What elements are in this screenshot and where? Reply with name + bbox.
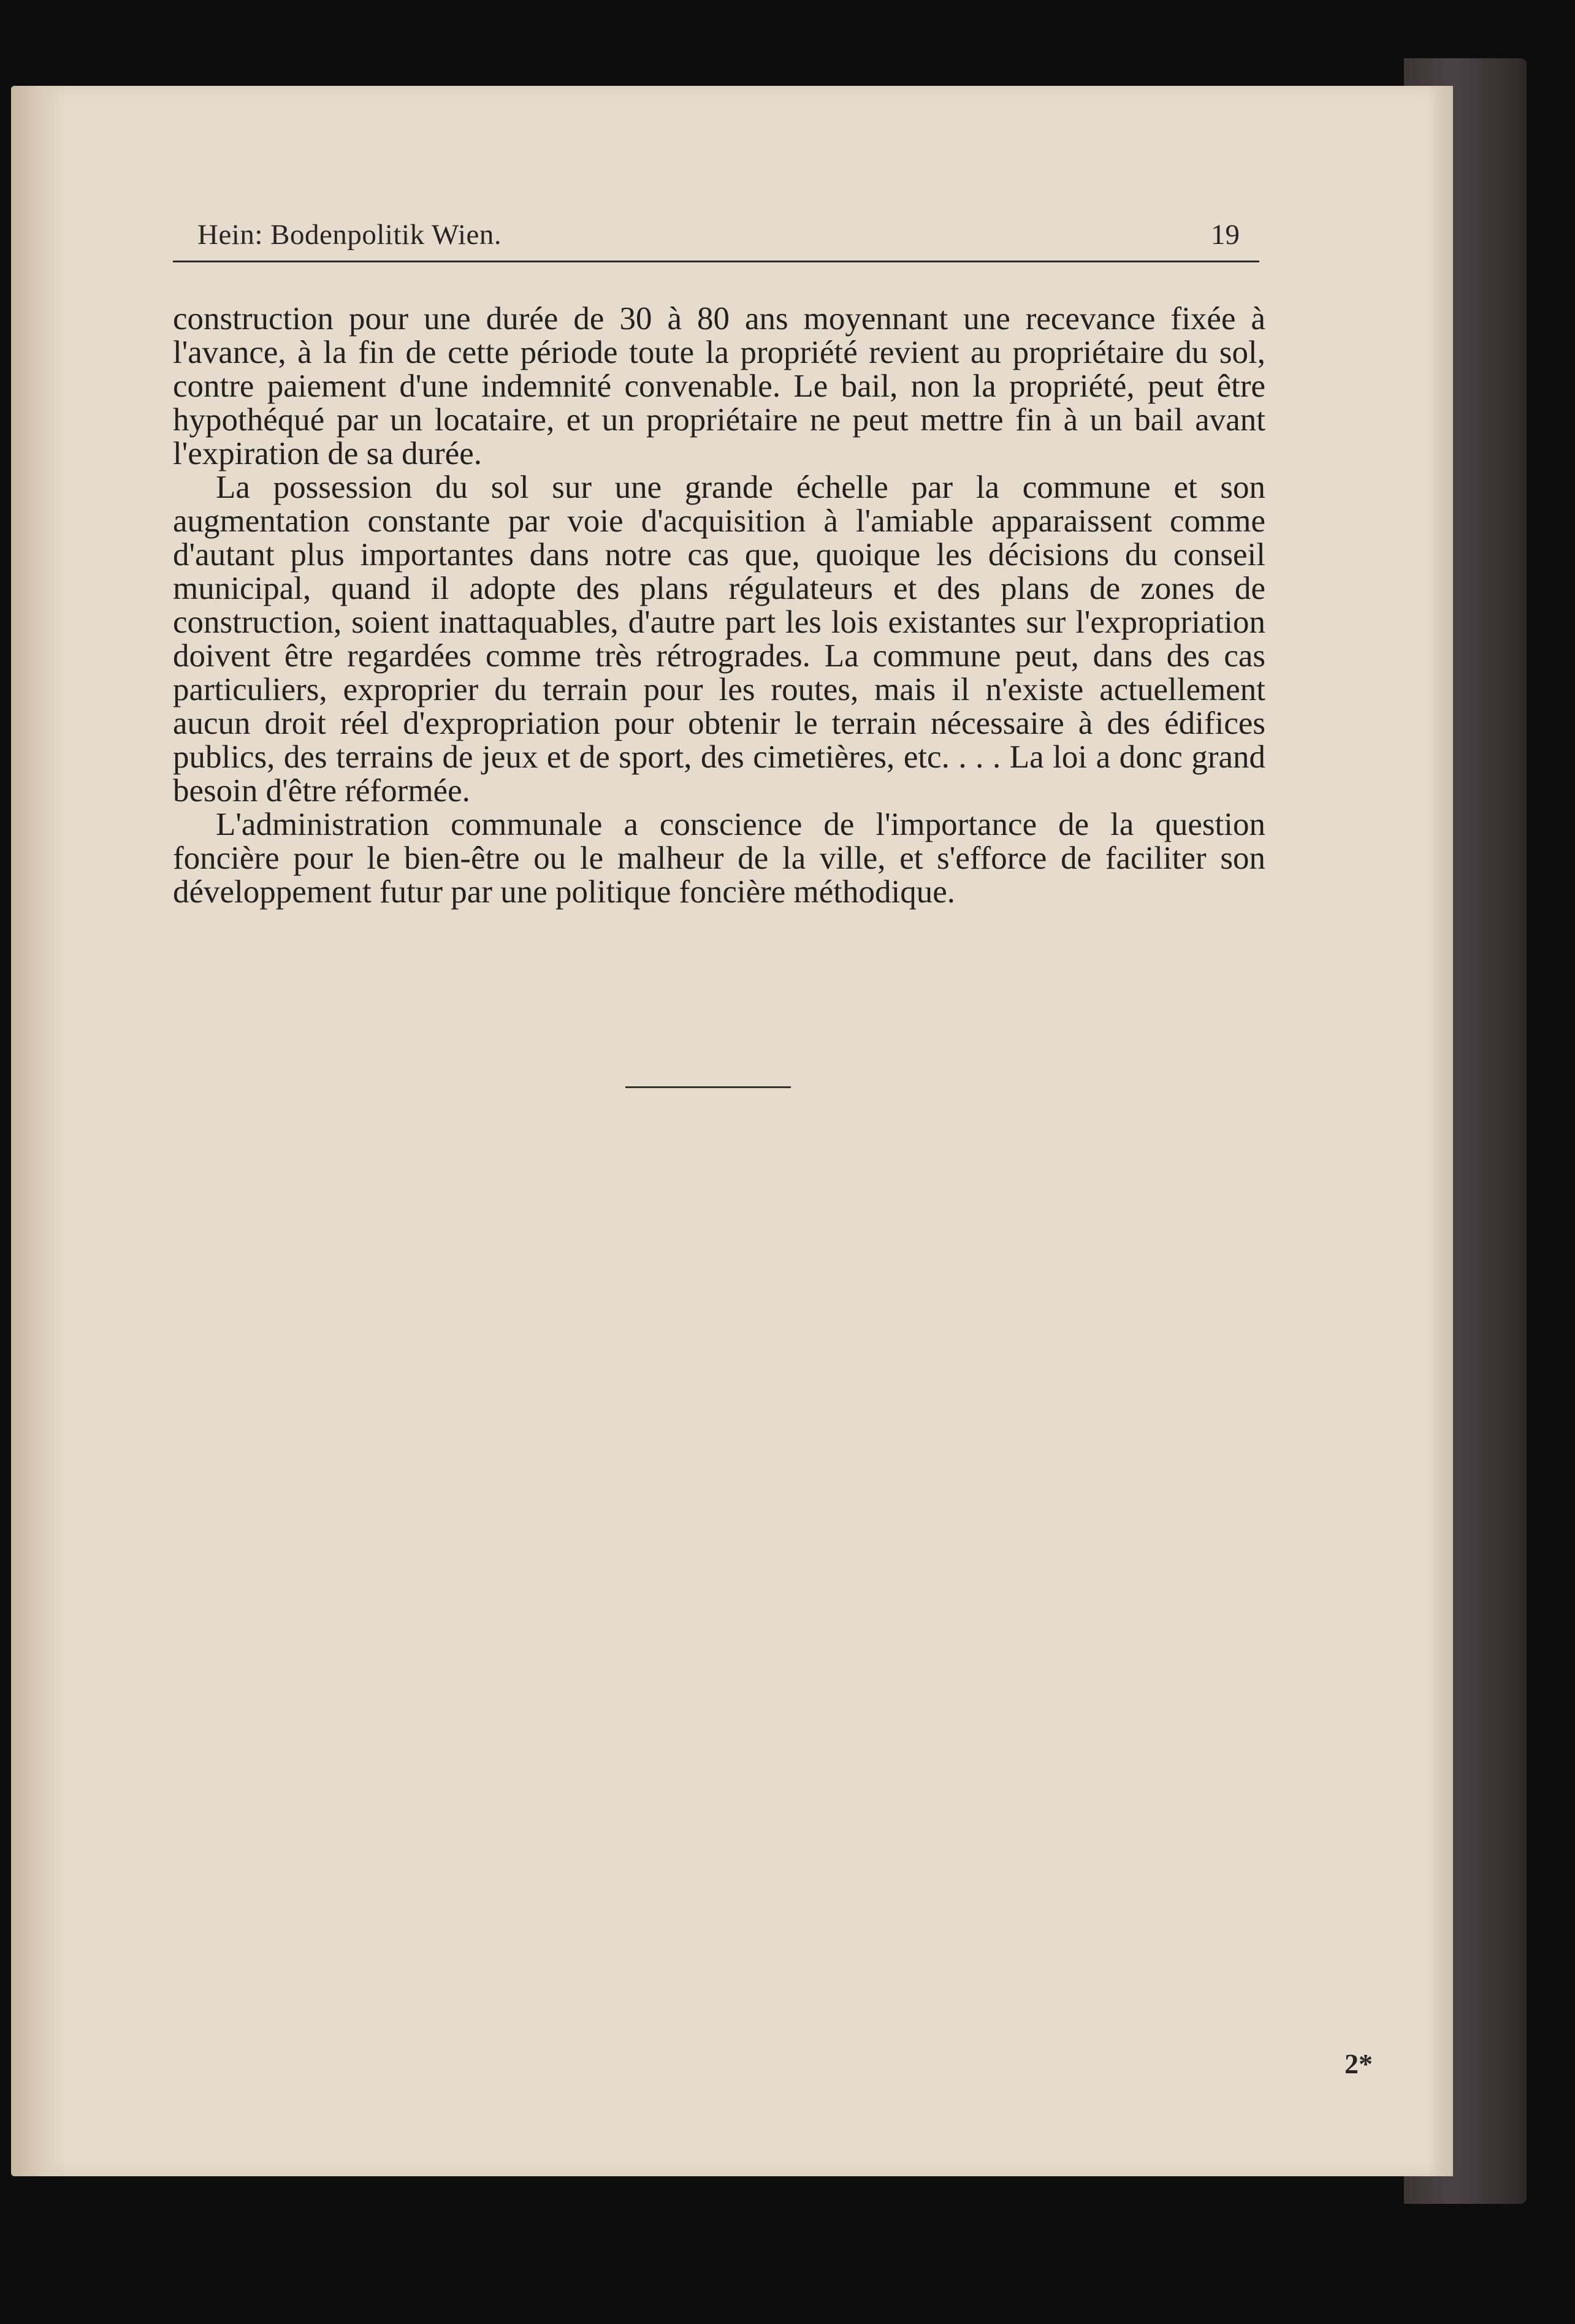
paragraph-land-ownership: La possession du sol sur une grande échelle par la commune et son augmentation constante par voie d'acquisition à l'amiable apparaissent comme d'autant plus importantes dans notre cas que, quoique les décisions du conseil municipal, quand il adopte des plans régulateurs et des plans de zones de construction, soient inattaquables, d'autre part les lois existantes sur l'expropriation doivent être regardées comme très rétrogrades. La commune peut, dans des cas particuliers, exproprier du terrain pour les routes, mais il n'existe actuellement aucun droit réel d'expropriation pour obtenir le terrain nécessaire à des édifices publics, des terrains de jeux et de sport, des cimetières, etc. . . . La loi a donc grand besoin d'être réformée. — [173, 470, 1265, 809]
page-number: 19 — [1211, 219, 1240, 251]
section-end-rule — [625, 1086, 791, 1088]
header-rule — [173, 261, 1259, 262]
signature-mark: 2* — [1344, 2048, 1373, 2079]
paragraph-administration: L'administration communale a conscience de l'importance de la question foncière pour le bien-être ou le malheur de la ville, et s'efforce de faciliter son développement futur par une politique foncière méthodique. — [173, 807, 1265, 910]
body-text — [173, 302, 1265, 909]
paragraph-continued: construction pour une durée de 30 à 80 ans moyennant une recevance fixée à l'avance, à la fin de cette période toute la propriété revient au propriétaire du sol, contre paiement d'une indemnité convenable. Le bail, non la propriété, peut être hypothéqué par un locataire, et un propriétaire ne peut mettre fin à un bail avant l'expiration de sa durée. — [173, 301, 1265, 471]
running-head — [173, 218, 1258, 261]
page-fore-edge — [1428, 86, 1453, 2176]
page-gutter-shadow — [11, 86, 66, 2176]
running-title: Hein: Bodenpolitik Wien. — [197, 219, 502, 251]
